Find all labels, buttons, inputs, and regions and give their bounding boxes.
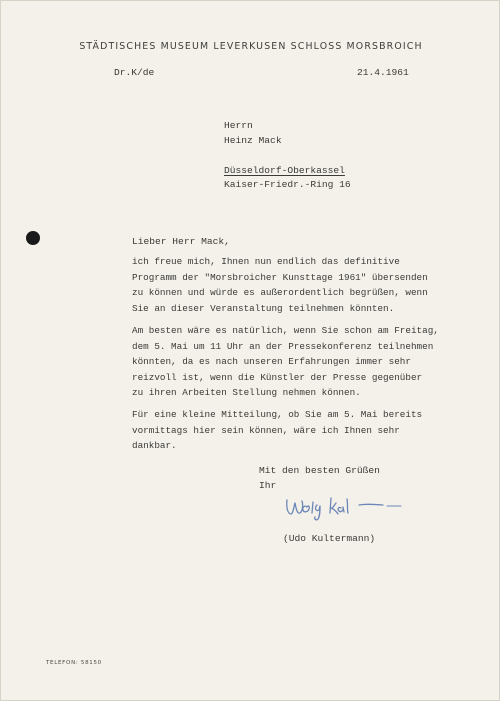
paragraph-line: könnten, da es nach unseren Erfahrungen immer sehr [132,356,411,368]
reference-code: Dr.K/de [114,67,155,78]
recipient-salutation-line: Herrn [224,120,253,131]
paragraph-2 [132,323,439,401]
paragraph-line: reizvoll ist, wenn die Künstler der Presse gegenüber [132,371,423,383]
paragraph-line: ich freue mich, Ihnen nun endlich das definitive [132,256,400,267]
paragraph-line: dankbar. [132,440,177,452]
paragraph-line: Für eine kleine Mitteilung, ob Sie am 5. Mai bereits [132,409,423,420]
signatory-name: (Udo Kultermann) [283,533,376,544]
telephone-footer: TELEFON: 58150 [46,660,102,666]
handwritten-signature [283,494,423,522]
paragraph-line: zu können und würde es außerordentlich begrüßen, wenn [132,287,428,299]
paragraph-line: Programm der "Morsbroicher Kunsttage 1961" übersenden [132,271,428,283]
recipient-name: Heinz Mack [224,135,282,146]
paragraph-3 [132,407,422,454]
letter-date: 21.4.1961 [357,67,409,78]
paragraph-1 [132,254,428,316]
closing-phrase: Mit den besten Grüßen [259,465,380,476]
recipient-city: Düsseldorf-Oberkassel [224,165,345,176]
recipient-street: Kaiser-Friedr.-Ring 16 [224,179,351,190]
paragraph-line: zu ihren Arbeiten Stellung nehmen können. [132,387,361,399]
paragraph-line: Sie an dieser Veranstaltung teilnehmen könnten. [132,302,395,314]
closing-ihr: Ihr [259,480,277,491]
paragraph-line: Am besten wäre es natürlich, wenn Sie schon am Freitag, [132,325,439,336]
punch-hole [26,231,40,245]
paragraph-line: vormittags hier sein können, wäre ich Ihnen sehr [132,424,400,436]
salutation: Lieber Herr Mack, [132,236,230,247]
paragraph-line: dem 5. Mai um 11 Uhr an der Pressekonferenz teilnehmen [132,340,434,352]
letterhead: STÄDTISCHES MUSEUM LEVERKUSEN SCHLOSS MORSBROICH [79,41,423,52]
